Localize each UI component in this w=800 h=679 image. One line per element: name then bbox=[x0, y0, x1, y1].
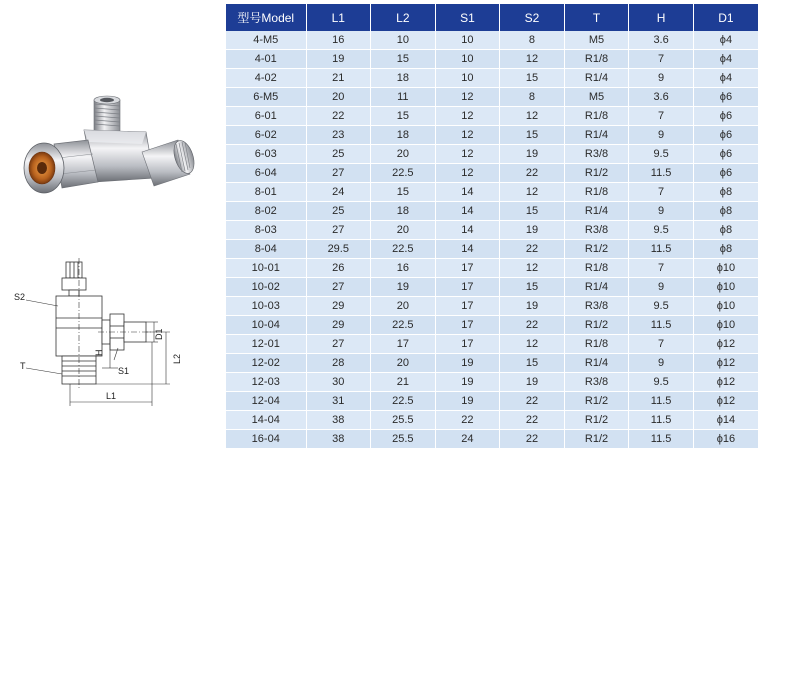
table-row bbox=[226, 373, 758, 392]
table-row bbox=[226, 88, 758, 107]
product-photo bbox=[14, 82, 206, 212]
cell-h: 9 bbox=[629, 126, 694, 145]
cell-s2: 12 bbox=[500, 107, 565, 126]
cell-d1: ϕ6 bbox=[693, 107, 758, 126]
cell-l1: 31 bbox=[306, 392, 371, 411]
cell-h: 11.5 bbox=[629, 392, 694, 411]
needle-knob bbox=[142, 138, 198, 186]
compression-nut bbox=[24, 140, 98, 193]
header-l2: L2 bbox=[371, 4, 436, 31]
cell-t: R1/8 bbox=[564, 259, 629, 278]
cell-t: R1/8 bbox=[564, 107, 629, 126]
threaded-stem bbox=[94, 96, 120, 132]
label-t: T bbox=[20, 361, 26, 371]
cell-model: 6-04 bbox=[226, 164, 306, 183]
header-t: T bbox=[564, 4, 629, 31]
cell-d1: ϕ6 bbox=[693, 145, 758, 164]
cell-model: 10-04 bbox=[226, 316, 306, 335]
cell-s2: 19 bbox=[500, 145, 565, 164]
cell-h: 9.5 bbox=[629, 373, 694, 392]
cell-l1: 27 bbox=[306, 278, 371, 297]
cell-d1: ϕ14 bbox=[693, 411, 758, 430]
cell-l1: 29 bbox=[306, 297, 371, 316]
cell-l2: 22.5 bbox=[371, 240, 436, 259]
cell-d1: ϕ4 bbox=[693, 31, 758, 50]
cell-s1: 14 bbox=[435, 221, 500, 240]
cell-t: M5 bbox=[564, 88, 629, 107]
table-row bbox=[226, 278, 758, 297]
table-row bbox=[226, 240, 758, 259]
cell-d1: ϕ4 bbox=[693, 69, 758, 88]
cell-l2: 18 bbox=[371, 202, 436, 221]
header-d1: D1 bbox=[693, 4, 758, 31]
label-d1: D1 bbox=[154, 328, 164, 340]
cell-t: R1/8 bbox=[564, 183, 629, 202]
table-row bbox=[226, 107, 758, 126]
cell-t: R3/8 bbox=[564, 221, 629, 240]
cell-h: 9.5 bbox=[629, 297, 694, 316]
cell-l1: 21 bbox=[306, 69, 371, 88]
cell-l2: 19 bbox=[371, 278, 436, 297]
cell-model: 8-03 bbox=[226, 221, 306, 240]
cell-s2: 12 bbox=[500, 50, 565, 69]
cell-s1: 10 bbox=[435, 31, 500, 50]
table-row bbox=[226, 316, 758, 335]
cell-d1: ϕ12 bbox=[693, 335, 758, 354]
cell-h: 9 bbox=[629, 202, 694, 221]
cell-d1: ϕ10 bbox=[693, 259, 758, 278]
cell-t: R1/2 bbox=[564, 392, 629, 411]
cell-s1: 19 bbox=[435, 373, 500, 392]
cell-h: 9 bbox=[629, 69, 694, 88]
cell-l1: 25 bbox=[306, 202, 371, 221]
cell-h: 7 bbox=[629, 50, 694, 69]
cell-s1: 14 bbox=[435, 202, 500, 221]
cell-s1: 12 bbox=[435, 88, 500, 107]
cell-s2: 19 bbox=[500, 373, 565, 392]
cell-s2: 19 bbox=[500, 221, 565, 240]
table-row bbox=[226, 202, 758, 221]
cell-model: 6-03 bbox=[226, 145, 306, 164]
cell-s2: 22 bbox=[500, 430, 565, 449]
cell-s1: 10 bbox=[435, 69, 500, 88]
cell-s2: 12 bbox=[500, 183, 565, 202]
table-row bbox=[226, 259, 758, 278]
cell-s2: 22 bbox=[500, 316, 565, 335]
cell-s1: 22 bbox=[435, 411, 500, 430]
cell-d1: ϕ6 bbox=[693, 164, 758, 183]
cell-s1: 12 bbox=[435, 126, 500, 145]
cell-s2: 12 bbox=[500, 335, 565, 354]
table-row bbox=[226, 297, 758, 316]
table-row bbox=[226, 164, 758, 183]
cell-h: 9 bbox=[629, 354, 694, 373]
header-l1: L1 bbox=[306, 4, 371, 31]
cell-s2: 15 bbox=[500, 202, 565, 221]
cell-model: 8-04 bbox=[226, 240, 306, 259]
cell-s1: 24 bbox=[435, 430, 500, 449]
cell-l1: 23 bbox=[306, 126, 371, 145]
cell-model: 12-01 bbox=[226, 335, 306, 354]
cell-model: 12-02 bbox=[226, 354, 306, 373]
cell-s1: 19 bbox=[435, 354, 500, 373]
cell-model: 10-02 bbox=[226, 278, 306, 297]
cell-s2: 8 bbox=[500, 88, 565, 107]
cell-s1: 17 bbox=[435, 335, 500, 354]
cell-l2: 20 bbox=[371, 145, 436, 164]
header-model: 型号Model bbox=[226, 4, 306, 31]
cell-d1: ϕ12 bbox=[693, 373, 758, 392]
cell-l1: 16 bbox=[306, 31, 371, 50]
cell-d1: ϕ12 bbox=[693, 392, 758, 411]
cell-model: 12-04 bbox=[226, 392, 306, 411]
cell-model: 4-01 bbox=[226, 50, 306, 69]
cell-s1: 17 bbox=[435, 259, 500, 278]
cell-s1: 19 bbox=[435, 392, 500, 411]
cell-h: 3.6 bbox=[629, 88, 694, 107]
table-row bbox=[226, 145, 758, 164]
cell-h: 7 bbox=[629, 183, 694, 202]
cell-l2: 15 bbox=[371, 183, 436, 202]
cell-l1: 27 bbox=[306, 221, 371, 240]
cell-s2: 15 bbox=[500, 354, 565, 373]
cell-t: R1/8 bbox=[564, 335, 629, 354]
cell-s1: 17 bbox=[435, 316, 500, 335]
cell-l2: 10 bbox=[371, 31, 436, 50]
cell-t: M5 bbox=[564, 31, 629, 50]
cell-l1: 26 bbox=[306, 259, 371, 278]
spec-table-header bbox=[226, 4, 758, 31]
cell-d1: ϕ8 bbox=[693, 240, 758, 259]
cell-h: 7 bbox=[629, 259, 694, 278]
cell-d1: ϕ8 bbox=[693, 183, 758, 202]
cell-l1: 24 bbox=[306, 183, 371, 202]
cell-l1: 25 bbox=[306, 145, 371, 164]
cell-s2: 22 bbox=[500, 411, 565, 430]
cell-t: R1/2 bbox=[564, 164, 629, 183]
cell-model: 14-04 bbox=[226, 411, 306, 430]
table-row bbox=[226, 411, 758, 430]
cell-l1: 27 bbox=[306, 335, 371, 354]
cell-l2: 20 bbox=[371, 297, 436, 316]
cell-t: R3/8 bbox=[564, 145, 629, 164]
table-row bbox=[226, 354, 758, 373]
cell-d1: ϕ8 bbox=[693, 202, 758, 221]
table-row bbox=[226, 31, 758, 50]
cell-t: R1/2 bbox=[564, 240, 629, 259]
cell-s2: 15 bbox=[500, 126, 565, 145]
cell-l1: 38 bbox=[306, 411, 371, 430]
cell-l2: 25.5 bbox=[371, 411, 436, 430]
cell-l1: 29 bbox=[306, 316, 371, 335]
cell-s1: 14 bbox=[435, 240, 500, 259]
cell-h: 11.5 bbox=[629, 316, 694, 335]
cell-model: 6-01 bbox=[226, 107, 306, 126]
table-row bbox=[226, 430, 758, 449]
cell-d1: ϕ6 bbox=[693, 126, 758, 145]
cell-t: R1/4 bbox=[564, 202, 629, 221]
cell-h: 11.5 bbox=[629, 430, 694, 449]
cell-h: 9.5 bbox=[629, 221, 694, 240]
cell-h: 9 bbox=[629, 278, 694, 297]
cell-d1: ϕ10 bbox=[693, 316, 758, 335]
cell-model: 10-03 bbox=[226, 297, 306, 316]
cell-d1: ϕ10 bbox=[693, 297, 758, 316]
cell-h: 7 bbox=[629, 335, 694, 354]
table-row bbox=[226, 126, 758, 145]
label-s2: S2 bbox=[14, 292, 26, 302]
cell-d1: ϕ4 bbox=[693, 50, 758, 69]
cell-l1: 22 bbox=[306, 107, 371, 126]
cell-l2: 20 bbox=[371, 221, 436, 240]
cell-d1: ϕ6 bbox=[693, 88, 758, 107]
label-s1: S1 bbox=[118, 366, 130, 376]
cell-s2: 22 bbox=[500, 240, 565, 259]
cell-model: 4-02 bbox=[226, 69, 306, 88]
header-h: H bbox=[629, 4, 694, 31]
cell-l2: 15 bbox=[371, 107, 436, 126]
cell-s2: 15 bbox=[500, 69, 565, 88]
cell-s1: 12 bbox=[435, 107, 500, 126]
cell-model: 6-02 bbox=[226, 126, 306, 145]
cell-t: R1/2 bbox=[564, 430, 629, 449]
cell-t: R1/4 bbox=[564, 126, 629, 145]
cell-model: 6-M5 bbox=[226, 88, 306, 107]
cell-t: R1/2 bbox=[564, 316, 629, 335]
cell-model: 10-01 bbox=[226, 259, 306, 278]
cell-h: 11.5 bbox=[629, 164, 694, 183]
cell-l1: 29.5 bbox=[306, 240, 371, 259]
cell-s2: 8 bbox=[500, 31, 565, 50]
cell-l2: 15 bbox=[371, 50, 436, 69]
cell-s2: 22 bbox=[500, 392, 565, 411]
cell-l1: 28 bbox=[306, 354, 371, 373]
cell-model: 12-03 bbox=[226, 373, 306, 392]
cell-t: R3/8 bbox=[564, 373, 629, 392]
cell-l2: 18 bbox=[371, 69, 436, 88]
cell-s2: 15 bbox=[500, 278, 565, 297]
label-l1: L1 bbox=[106, 391, 117, 401]
cell-t: R1/4 bbox=[564, 69, 629, 88]
cell-s1: 10 bbox=[435, 50, 500, 69]
cell-d1: ϕ8 bbox=[693, 221, 758, 240]
table-row bbox=[226, 221, 758, 240]
cell-l1: 30 bbox=[306, 373, 371, 392]
cell-d1: ϕ12 bbox=[693, 354, 758, 373]
cell-l2: 20 bbox=[371, 354, 436, 373]
cell-model: 8-01 bbox=[226, 183, 306, 202]
table-row bbox=[226, 183, 758, 202]
cell-l2: 22.5 bbox=[371, 164, 436, 183]
dimension-drawing bbox=[6, 256, 216, 416]
cell-s1: 17 bbox=[435, 297, 500, 316]
cell-h: 9.5 bbox=[629, 145, 694, 164]
cell-t: R3/8 bbox=[564, 297, 629, 316]
cell-s1: 12 bbox=[435, 164, 500, 183]
header-s2: S2 bbox=[500, 4, 565, 31]
table-row bbox=[226, 50, 758, 69]
cell-s2: 19 bbox=[500, 297, 565, 316]
cell-s1: 14 bbox=[435, 183, 500, 202]
cell-h: 7 bbox=[629, 107, 694, 126]
cell-h: 11.5 bbox=[629, 240, 694, 259]
cell-h: 3.6 bbox=[629, 31, 694, 50]
cell-model: 16-04 bbox=[226, 430, 306, 449]
cell-h: 11.5 bbox=[629, 411, 694, 430]
cell-s2: 22 bbox=[500, 164, 565, 183]
cell-l1: 20 bbox=[306, 88, 371, 107]
cell-l1: 27 bbox=[306, 164, 371, 183]
cell-l2: 22.5 bbox=[371, 316, 436, 335]
cell-l2: 18 bbox=[371, 126, 436, 145]
cell-l1: 38 bbox=[306, 430, 371, 449]
cell-l2: 21 bbox=[371, 373, 436, 392]
cell-t: R1/4 bbox=[564, 354, 629, 373]
cell-l1: 19 bbox=[306, 50, 371, 69]
cell-l2: 25.5 bbox=[371, 430, 436, 449]
cell-l2: 11 bbox=[371, 88, 436, 107]
header-s1: S1 bbox=[435, 4, 500, 31]
cell-s1: 17 bbox=[435, 278, 500, 297]
cell-model: 8-02 bbox=[226, 202, 306, 221]
cell-l2: 16 bbox=[371, 259, 436, 278]
cell-t: R1/2 bbox=[564, 411, 629, 430]
label-l2: L2 bbox=[172, 353, 182, 364]
cell-model: 4-M5 bbox=[226, 31, 306, 50]
table-row bbox=[226, 392, 758, 411]
cell-t: R1/4 bbox=[564, 278, 629, 297]
cell-t: R1/8 bbox=[564, 50, 629, 69]
spec-table bbox=[226, 4, 758, 449]
cell-s1: 12 bbox=[435, 145, 500, 164]
cell-l2: 22.5 bbox=[371, 392, 436, 411]
cell-l2: 17 bbox=[371, 335, 436, 354]
table-row bbox=[226, 69, 758, 88]
cell-d1: ϕ10 bbox=[693, 278, 758, 297]
cell-s2: 12 bbox=[500, 259, 565, 278]
label-h: H bbox=[94, 349, 104, 356]
cell-d1: ϕ16 bbox=[693, 430, 758, 449]
table-row bbox=[226, 335, 758, 354]
